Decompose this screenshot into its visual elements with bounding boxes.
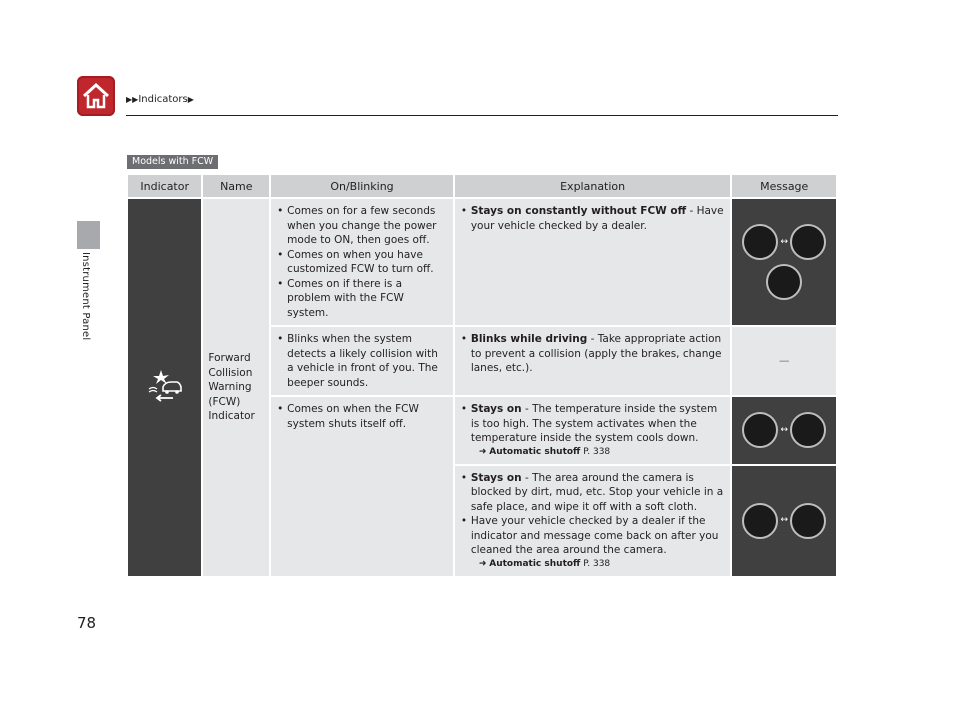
list-item: [461, 402, 725, 446]
section-label: Instrument Panel: [80, 252, 91, 341]
list-item: • Comes on when you have customized FCW to turn off.: [277, 248, 447, 277]
breadcrumb-arrow-icon: ▶▶: [126, 95, 139, 104]
page-number: 78: [77, 614, 97, 632]
header-rule: [126, 115, 838, 116]
explanation-cell: [455, 327, 731, 395]
message-cell: [732, 199, 836, 325]
xref-title: Automatic shutoff: [489, 446, 581, 457]
column-header: On/Blinking: [271, 175, 453, 197]
indicator-table: [126, 173, 838, 578]
explanation-text: - Have your vehicle checked by a dealer.: [470, 205, 724, 232]
explanation-bold: Stays on: [470, 403, 522, 415]
gauge-display-icon: [742, 224, 778, 260]
models-tag: Models with FCW: [127, 155, 218, 169]
fcw-indicator-icon: [145, 367, 185, 403]
explanation-cell: [455, 466, 731, 576]
gauge-display-icon: [790, 503, 826, 539]
list-item: [461, 471, 725, 515]
on-blinking-cell: [271, 397, 453, 576]
cross-reference-icon: ➜: [478, 558, 490, 569]
message-cell: [732, 397, 836, 464]
xref-title: Automatic shutoff: [489, 558, 581, 569]
home-button[interactable]: [77, 76, 115, 116]
home-icon: [80, 80, 112, 112]
indicator-name: Forward Collision Warning (FCW) Indicator: [203, 199, 269, 576]
column-header: Name: [203, 175, 269, 197]
table-row: [128, 199, 836, 325]
breadcrumb-label: Indicators: [138, 94, 188, 105]
explanation-cell: [455, 199, 731, 325]
explanation-text: - The temperature inside the system is too high. The system activates when the temperature inside the system cools down.: [470, 403, 718, 444]
column-header: Message: [732, 175, 836, 197]
indicator-cell: [128, 199, 201, 576]
message-cell: [732, 466, 836, 576]
list-item: • Comes on for a few seconds when you change the power mode to ON, then goes off.: [277, 204, 447, 248]
list-item: • Comes on when the FCW system shuts itself off.: [277, 402, 447, 431]
gauge-display-icon: [742, 412, 778, 448]
explanation-bold: Stays on constantly without FCW off: [470, 205, 687, 217]
gauge-display-icon: [790, 412, 826, 448]
xref-page: P. 338: [583, 558, 611, 569]
explanation-text: - Take appropriate action to prevent a collision (apply the brakes, change lanes, etc.).: [470, 333, 722, 374]
message-cell: —: [732, 327, 836, 395]
on-blinking-cell: [271, 327, 453, 395]
list-item: • Blinks when the system detects a likely collision with a vehicle in front of you. The beeper sounds.: [277, 332, 447, 390]
swap-arrow-icon: ↔: [780, 236, 788, 247]
cross-reference-link[interactable]: [461, 558, 725, 571]
gauge-display-icon: [766, 264, 802, 300]
cross-reference-link[interactable]: [461, 446, 725, 459]
list-item: [461, 204, 725, 233]
swap-arrow-icon: ↔: [780, 425, 788, 435]
list-item: [461, 332, 725, 376]
gauge-display-icon: [790, 224, 826, 260]
cross-reference-icon: ➜: [478, 446, 490, 457]
list-item: • Comes on if there is a problem with the FCW system.: [277, 277, 447, 321]
explanation-cell: [455, 397, 731, 464]
on-blinking-cell: [271, 199, 453, 325]
swap-arrow-icon: ↔: [780, 515, 788, 526]
breadcrumb[interactable]: [126, 94, 194, 105]
section-tab[interactable]: [77, 221, 100, 249]
column-header: Indicator: [128, 175, 201, 197]
breadcrumb-arrow-icon: ▶: [187, 95, 194, 104]
list-item: • Have your vehicle checked by a dealer if the indicator and message come back on after you cleaned the area around the camera.: [461, 514, 725, 558]
column-header: Explanation: [455, 175, 731, 197]
explanation-bold: Blinks while driving: [470, 333, 588, 345]
explanation-text: - The area around the camera is blocked by dirt, mud, etc. Stop your vehicle in a safe place, and wipe it off with a soft cloth.: [470, 471, 724, 513]
gauge-display-icon: [742, 503, 778, 539]
explanation-bold: Stays on: [470, 471, 522, 484]
table-header-row: [128, 175, 836, 197]
xref-page: P. 338: [583, 446, 611, 457]
